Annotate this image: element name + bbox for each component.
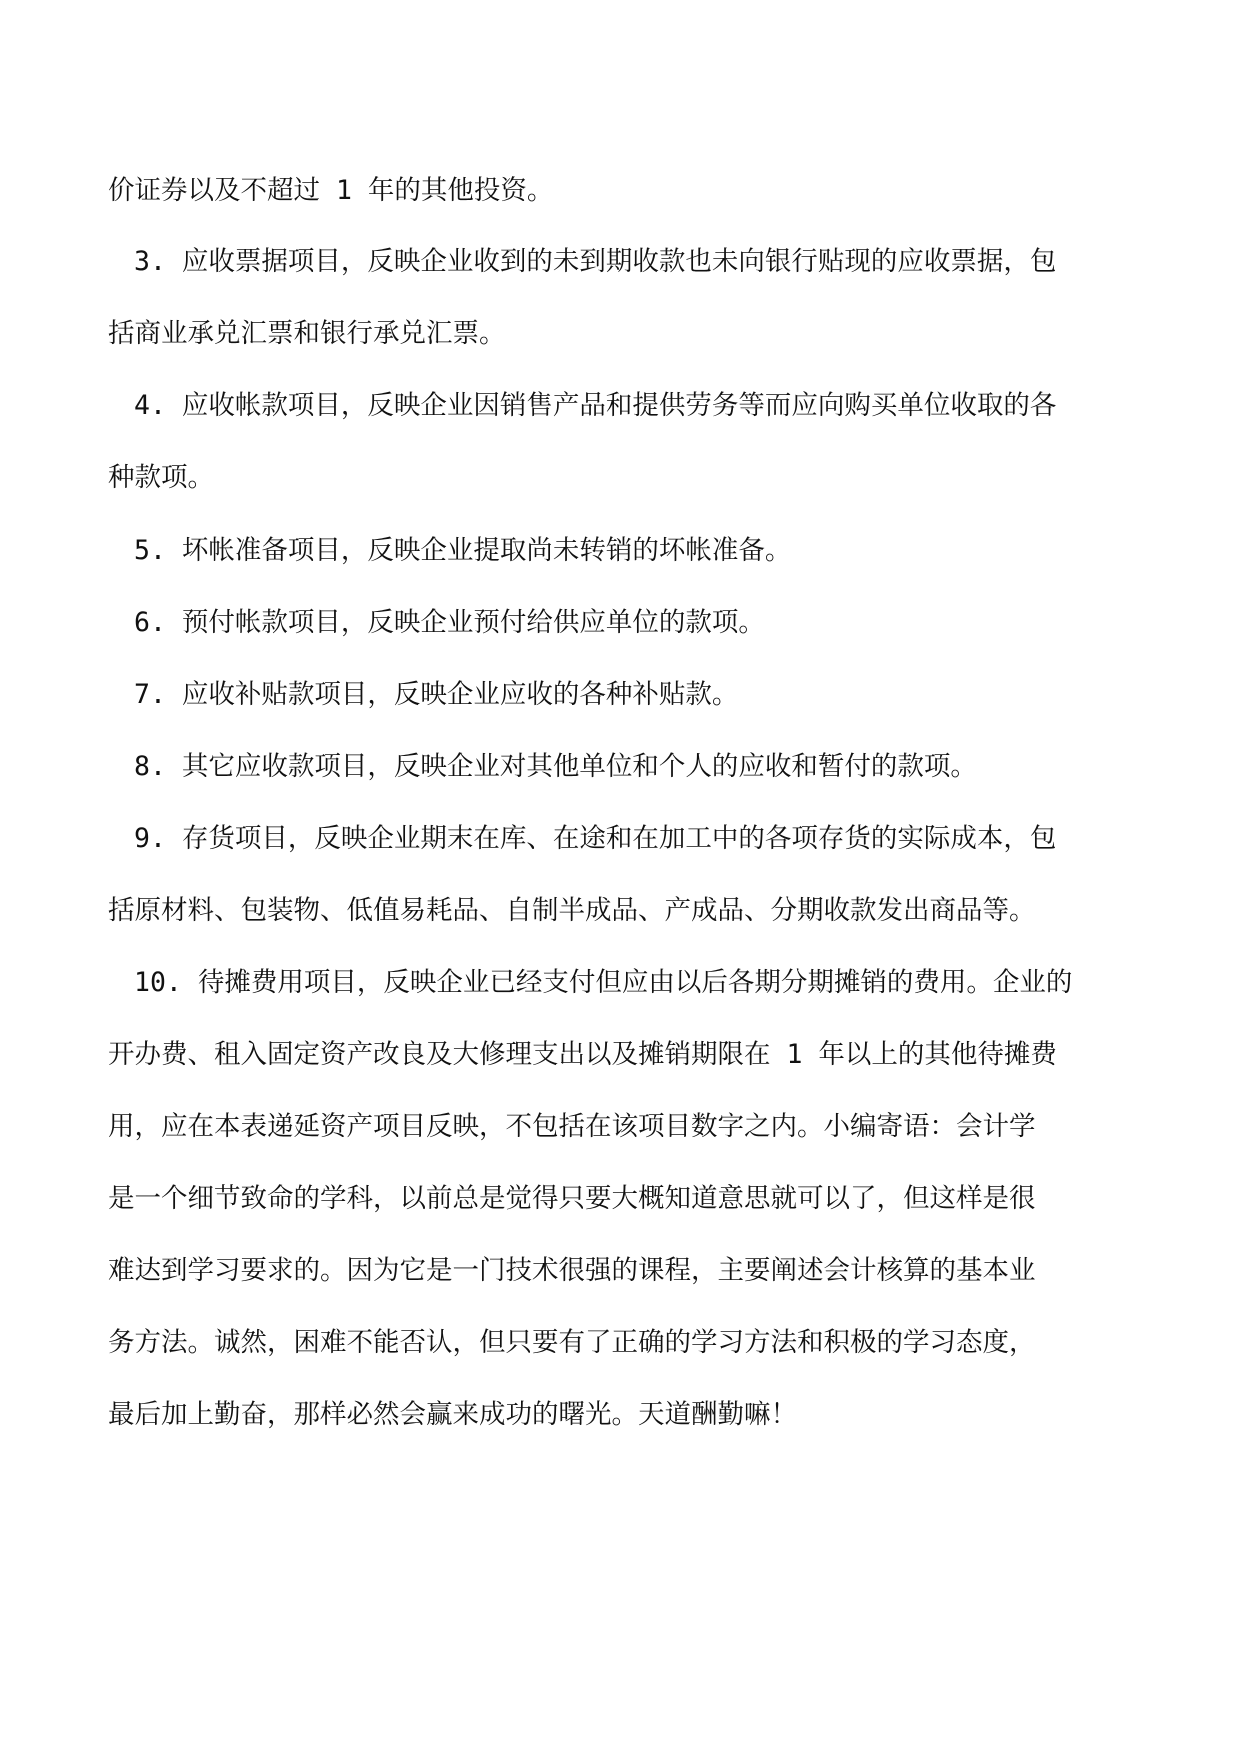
text-line: 种款项。	[108, 462, 214, 493]
text-line: 5. 坏帐准备项目，反映企业提取尚未转销的坏帐准备。	[134, 535, 792, 566]
text-line: 务方法。诚然，困难不能否认，但只要有了正确的学习方法和积极的学习态度，	[108, 1327, 1036, 1358]
text-line: 用，应在本表递延资产项目反映，不包括在该项目数字之内。小编寄语：会计学	[108, 1111, 1036, 1142]
text-line: 价证券以及不超过 1 年的其他投资。	[108, 175, 554, 206]
text-line: 4. 应收帐款项目，反映企业因销售产品和提供劳务等而应向购买单位收取的各	[134, 390, 1057, 421]
text-line: 括原材料、包装物、低值易耗品、自制半成品、产成品、分期收款发出商品等。	[108, 895, 1036, 926]
text-line: 10. 待摊费用项目，反映企业已经支付但应由以后各期分期摊销的费用。企业的	[134, 967, 1073, 998]
text-line: 最后加上勤奋，那样必然会赢来成功的曙光。天道酬勤嘛！	[108, 1399, 797, 1430]
text-line: 8. 其它应收款项目，反映企业对其他单位和个人的应收和暂付的款项。	[134, 751, 977, 782]
text-line: 难达到学习要求的。因为它是一门技术很强的课程，主要阐述会计核算的基本业	[108, 1255, 1036, 1286]
text-line: 括商业承兑汇票和银行承兑汇票。	[108, 318, 506, 349]
text-line: 9. 存货项目，反映企业期末在库、在途和在加工中的各项存货的实际成本，包	[134, 823, 1057, 854]
text-line: 是一个细节致命的学科，以前总是觉得只要大概知道意思就可以了，但这样是很	[108, 1183, 1036, 1214]
text-line: 7. 应收补贴款项目，反映企业应收的各种补贴款。	[134, 679, 739, 710]
text-line: 3. 应收票据项目，反映企业收到的未到期收款也未向银行贴现的应收票据，包	[134, 246, 1057, 277]
text-line: 开办费、租入固定资产改良及大修理支出以及摊销期限在 1 年以上的其他待摊费	[108, 1039, 1057, 1070]
text-line: 6. 预付帐款项目，反映企业预付给供应单位的款项。	[134, 607, 765, 638]
